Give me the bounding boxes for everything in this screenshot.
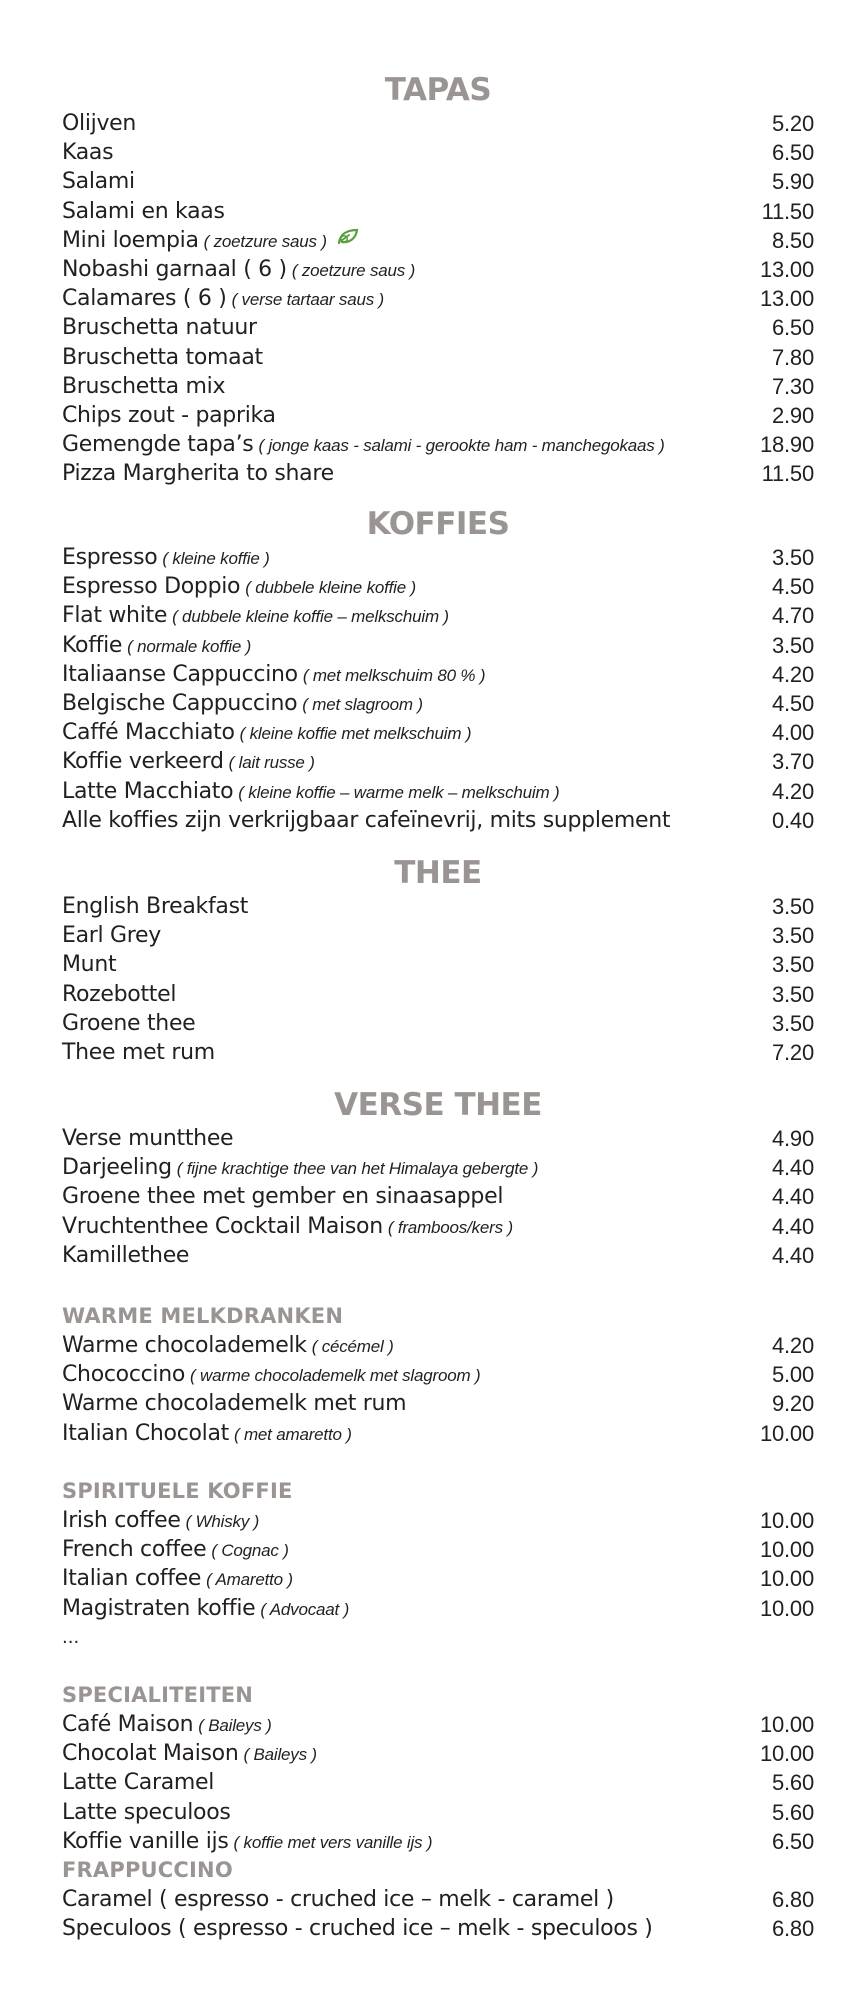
menu-item-description: ( framboos/kers ) xyxy=(387,1217,513,1237)
menu-item-price: 6.50 xyxy=(771,1828,814,1854)
menu-item-price: 0.40 xyxy=(771,807,814,833)
menu-item-price: 3.50 xyxy=(771,545,814,570)
menu-item-price: 4.40 xyxy=(771,1155,814,1181)
menu-item-description: ( Baileys ) xyxy=(198,1716,272,1735)
menu-item-price: 13.00 xyxy=(759,286,814,312)
menu-item-name: Bruschetta mix xyxy=(62,373,226,399)
vegetarian-leaf-icon xyxy=(337,226,359,255)
menu-item-row xyxy=(62,601,814,630)
menu-item-row xyxy=(62,430,814,459)
menu-item-row xyxy=(62,1360,814,1389)
menu-item-price: 10.00 xyxy=(759,1420,814,1446)
section-title-frappuccino: FRAPPUCCINO xyxy=(62,1858,233,1882)
menu-item-price: 3.50 xyxy=(771,952,814,978)
menu-item-price: 3.70 xyxy=(771,749,814,775)
menu-item-row xyxy=(62,167,814,196)
menu-item-price: 3.50 xyxy=(771,632,814,658)
menu-item-name: Belgische Cappuccino xyxy=(62,690,298,716)
menu-item-row xyxy=(62,1153,814,1182)
menu-item-description: ( Whisky ) xyxy=(185,1512,260,1531)
section-title-warme-melkdranken: WARME MELKDRANKEN xyxy=(62,1304,344,1328)
menu-item-description: ( normale koffie ) xyxy=(127,636,252,656)
menu-item-description: ( jonge kaas - salami - gerookte ham - manchegokaas ) xyxy=(258,436,665,456)
menu-item-description: ( cécémel ) xyxy=(311,1337,394,1356)
menu-item-description: ( zoetzure saus ) xyxy=(203,231,327,251)
menu-item-description: ( kleine koffie ) xyxy=(162,549,270,568)
menu-item-price: 2.90 xyxy=(771,402,814,428)
menu-item-name: Bruschetta tomaat xyxy=(62,344,263,370)
menu-item-description: ( fijne krachtige thee van het Himalaya gebergte ) xyxy=(176,1159,539,1179)
menu-item-price: 5.90 xyxy=(771,169,814,195)
menu-item-name: Thee met rum xyxy=(62,1039,215,1065)
menu-item-row xyxy=(62,572,814,601)
menu-item-price: 6.80 xyxy=(771,1887,814,1912)
menu-item-price: 4.20 xyxy=(771,778,814,804)
section-frappuccino xyxy=(62,1856,814,1943)
menu-item-price: 4.40 xyxy=(771,1184,814,1210)
menu-item-name: Irish coffee xyxy=(62,1508,181,1533)
menu-item-name: Pizza Margherita to share xyxy=(62,461,334,487)
menu-item-price: 3.50 xyxy=(771,981,814,1007)
menu-item-row xyxy=(62,1594,814,1623)
menu-item-name: Calamares ( 6 ) xyxy=(62,286,227,312)
menu-item-name: Earl Grey xyxy=(62,923,161,949)
menu-item-price: 5.60 xyxy=(771,1770,814,1796)
menu-item-description: ( dubbele kleine koffie ) xyxy=(245,578,416,598)
menu-item-name: Kamillethee xyxy=(62,1242,190,1268)
menu-item-name: Vruchtenthee Cocktail Maison xyxy=(62,1213,383,1239)
menu-item-price: 3.50 xyxy=(771,894,814,919)
menu-item-price: 4.90 xyxy=(771,1126,814,1151)
menu-item-row xyxy=(62,892,814,921)
menu-item-row xyxy=(62,1182,814,1211)
menu-item-row xyxy=(62,921,814,950)
menu-item-price: 5.00 xyxy=(771,1362,814,1388)
menu-item-row xyxy=(62,1389,814,1418)
menu-item-row xyxy=(62,138,814,167)
section-title-koffies: KOFFIES xyxy=(366,506,510,542)
menu-item-price: 6.50 xyxy=(771,315,814,341)
menu-item-price: 13.00 xyxy=(759,256,814,282)
section-title-spirituele-koffie: SPIRITUELE KOFFIE xyxy=(62,1479,293,1503)
menu-item-name: Warme chocolademelk met rum xyxy=(62,1391,407,1417)
menu-item-name: Café Maison xyxy=(62,1712,194,1737)
menu-item-price: 5.60 xyxy=(771,1799,814,1825)
section-warme-melkdranken xyxy=(62,1302,814,1448)
menu-item-row xyxy=(62,343,814,372)
menu-item-name: Olijven xyxy=(62,111,137,136)
menu-item-price: 8.50 xyxy=(771,227,814,253)
menu-item-name: Darjeeling xyxy=(62,1155,172,1181)
menu-item-name: Chips zout - paprika xyxy=(62,402,276,428)
menu-item-price: 4.40 xyxy=(771,1242,814,1268)
menu-item-name: Warme chocolademelk xyxy=(62,1333,307,1358)
section-title-tapas: TAPAS xyxy=(384,72,492,108)
menu-item-price: 10.00 xyxy=(759,1508,814,1533)
menu-item-row xyxy=(62,459,814,488)
menu-item-row xyxy=(62,1564,814,1593)
more-ellipsis: ... xyxy=(62,1626,80,1648)
section-title-thee: THEE xyxy=(394,855,482,891)
menu-item-row xyxy=(62,1038,814,1067)
menu-item-description: ( verse tartaar saus ) xyxy=(231,290,384,310)
menu-item-description: ( Amaretto ) xyxy=(206,1570,293,1590)
menu-item-name: Nobashi garnaal ( 6 ) xyxy=(62,256,287,282)
menu-item-row xyxy=(62,1212,814,1241)
menu-item-price: 18.90 xyxy=(759,432,814,458)
menu-item-description: ( koffie met vers vanille ijs ) xyxy=(233,1832,433,1852)
menu-item-price: 11.50 xyxy=(761,461,814,487)
menu-item-name: Latte speculoos xyxy=(62,1799,231,1825)
menu-item-price: 10.00 xyxy=(759,1712,814,1737)
section-title-verse-thee: VERSE THEE xyxy=(334,1087,542,1123)
menu-item-row xyxy=(62,1419,814,1448)
menu-item-description: ( met melkschuim 80 % ) xyxy=(302,665,486,685)
menu-item-price: 5.20 xyxy=(771,111,814,136)
menu-item-row xyxy=(62,255,814,284)
menu-item-row xyxy=(62,1124,814,1153)
menu-item-row xyxy=(62,747,814,776)
menu-item-price: 4.70 xyxy=(771,603,814,629)
menu-item-name: Caffé Macchiato xyxy=(62,720,235,746)
menu-item-description: ( Cognac ) xyxy=(211,1541,289,1561)
menu-item-name: Verse muntthee xyxy=(62,1126,234,1151)
menu-item-name: Chococcino xyxy=(62,1362,186,1388)
menu-item-name: Caramel ( espresso - cruched ice – melk - caramel ) xyxy=(62,1887,614,1912)
menu-item-price: 4.00 xyxy=(771,720,814,746)
menu-item-name: French coffee xyxy=(62,1537,207,1563)
menu-item-price: 3.50 xyxy=(771,923,814,949)
menu-item-name: Flat white xyxy=(62,603,168,629)
menu-item-price: 6.80 xyxy=(771,1916,814,1942)
menu-item-row xyxy=(62,1241,814,1270)
menu-item-row xyxy=(62,1009,814,1038)
menu-item-name: Italiaanse Cappuccino xyxy=(62,661,298,687)
menu-item-name: Salami xyxy=(62,169,135,195)
menu-item-description: ( kleine koffie met melkschuim ) xyxy=(239,724,472,744)
menu-item-row xyxy=(62,689,814,718)
section-tapas xyxy=(62,72,814,488)
menu-item-row xyxy=(62,284,814,313)
section-verse-thee xyxy=(62,1087,814,1270)
menu-item-row xyxy=(62,950,814,979)
menu-item-description: ( met amaretto ) xyxy=(233,1424,352,1444)
menu-item-price: 6.50 xyxy=(771,140,814,166)
menu-item-name: Latte Caramel xyxy=(62,1770,215,1796)
menu-item-price: 4.50 xyxy=(771,690,814,716)
section-thee xyxy=(62,855,814,1067)
menu-item-row xyxy=(62,401,814,430)
menu-item-row xyxy=(62,660,814,689)
menu-item-name: Rozebottel xyxy=(62,981,177,1007)
menu-item-name: Groene thee xyxy=(62,1010,196,1036)
menu-item-name: Bruschetta natuur xyxy=(62,315,257,341)
menu-item-name: Speculoos ( espresso - cruched ice – melk - speculoos ) xyxy=(62,1916,653,1942)
menu-item-row xyxy=(62,372,814,401)
menu-item-row xyxy=(62,1710,814,1739)
section-specialiteiten xyxy=(62,1681,814,1856)
menu-item-row xyxy=(62,1914,814,1943)
menu-item-name: Groene thee met gember en sinaasappel xyxy=(62,1184,504,1210)
menu-item-row xyxy=(62,980,814,1009)
menu-item-row xyxy=(62,1885,814,1914)
menu-item-row xyxy=(62,226,814,255)
menu-item-row xyxy=(62,197,814,226)
menu-item-name: Italian coffee xyxy=(62,1566,202,1592)
section-title-specialiteiten: SPECIALITEITEN xyxy=(62,1683,254,1707)
menu-item-description: ( met slagroom ) xyxy=(302,694,423,714)
menu-item-name: Munt xyxy=(62,952,117,978)
menu-item-price: 10.00 xyxy=(759,1566,814,1592)
menu-item-row xyxy=(62,718,814,747)
menu-item-row xyxy=(62,1827,814,1856)
menu-item-name: Alle koffies zijn verkrijgbaar cafeïnevrij, mits supplement xyxy=(62,807,671,833)
menu-item-description: ( Baileys ) xyxy=(243,1745,317,1765)
menu-item-price: 7.80 xyxy=(771,344,814,370)
menu-item-description: ( Advocaat ) xyxy=(260,1599,350,1619)
menu-item-row xyxy=(62,1739,814,1768)
menu-item-name: Koffie vanille ijs xyxy=(62,1828,229,1854)
menu-item-row xyxy=(62,1506,814,1535)
menu-item-description: ( zoetzure saus ) xyxy=(291,260,416,280)
menu-item-name: Salami en kaas xyxy=(62,198,225,224)
menu-item-name: Espresso Doppio xyxy=(62,574,241,600)
menu-item-price: 7.30 xyxy=(771,373,814,399)
menu-item-price: 3.50 xyxy=(771,1010,814,1036)
section-koffies xyxy=(62,506,814,835)
menu-item-name: Koffie xyxy=(62,632,123,658)
menu-item-price: 9.20 xyxy=(771,1391,814,1417)
menu-item-row xyxy=(62,1331,814,1360)
menu-item-row xyxy=(62,1535,814,1564)
menu-item-name: Magistraten koffie xyxy=(62,1595,256,1621)
menu-item-name: English Breakfast xyxy=(62,894,249,919)
menu-item-name: Mini loempia xyxy=(62,227,199,253)
menu-item-price: 4.50 xyxy=(771,574,814,600)
menu-item-price: 10.00 xyxy=(759,1595,814,1621)
section-spirituele-koffie xyxy=(62,1477,814,1652)
menu-item-row xyxy=(62,1768,814,1797)
menu-item-price: 10.00 xyxy=(759,1741,814,1767)
menu-item-name: Gemengde tapa’s xyxy=(62,432,254,458)
menu-item-row xyxy=(62,806,814,835)
menu-item-row xyxy=(62,543,814,572)
menu-item-price: 4.20 xyxy=(771,661,814,687)
menu-item-name: Kaas xyxy=(62,140,114,166)
menu-item-name: Koffie verkeerd xyxy=(62,749,224,775)
menu-item-row xyxy=(62,313,814,342)
menu-item-name: Italian Chocolat xyxy=(62,1420,229,1446)
menu-item-name: Espresso xyxy=(62,545,158,570)
menu-item-price: 4.40 xyxy=(771,1213,814,1239)
menu-item-row xyxy=(62,631,814,660)
menu-item-row xyxy=(62,777,814,806)
menu-item-name: Latte Macchiato xyxy=(62,778,234,804)
menu-item-row xyxy=(62,109,814,138)
menu-item-price: 11.50 xyxy=(761,198,814,224)
menu-item-price: 10.00 xyxy=(759,1537,814,1563)
menu-item-price: 7.20 xyxy=(771,1039,814,1065)
menu-item-description: ( warme chocolademelk met slagroom ) xyxy=(190,1366,481,1386)
menu-item-price: 4.20 xyxy=(771,1333,814,1358)
menu-item-name: Chocolat Maison xyxy=(62,1741,239,1767)
menu-item-row xyxy=(62,1798,814,1827)
menu-item-description: ( kleine koffie – warme melk – melkschuim ) xyxy=(238,782,560,802)
menu-item-description: ( dubbele kleine koffie – melkschuim ) xyxy=(172,607,449,627)
menu-item-description: ( lait russe ) xyxy=(228,753,315,773)
